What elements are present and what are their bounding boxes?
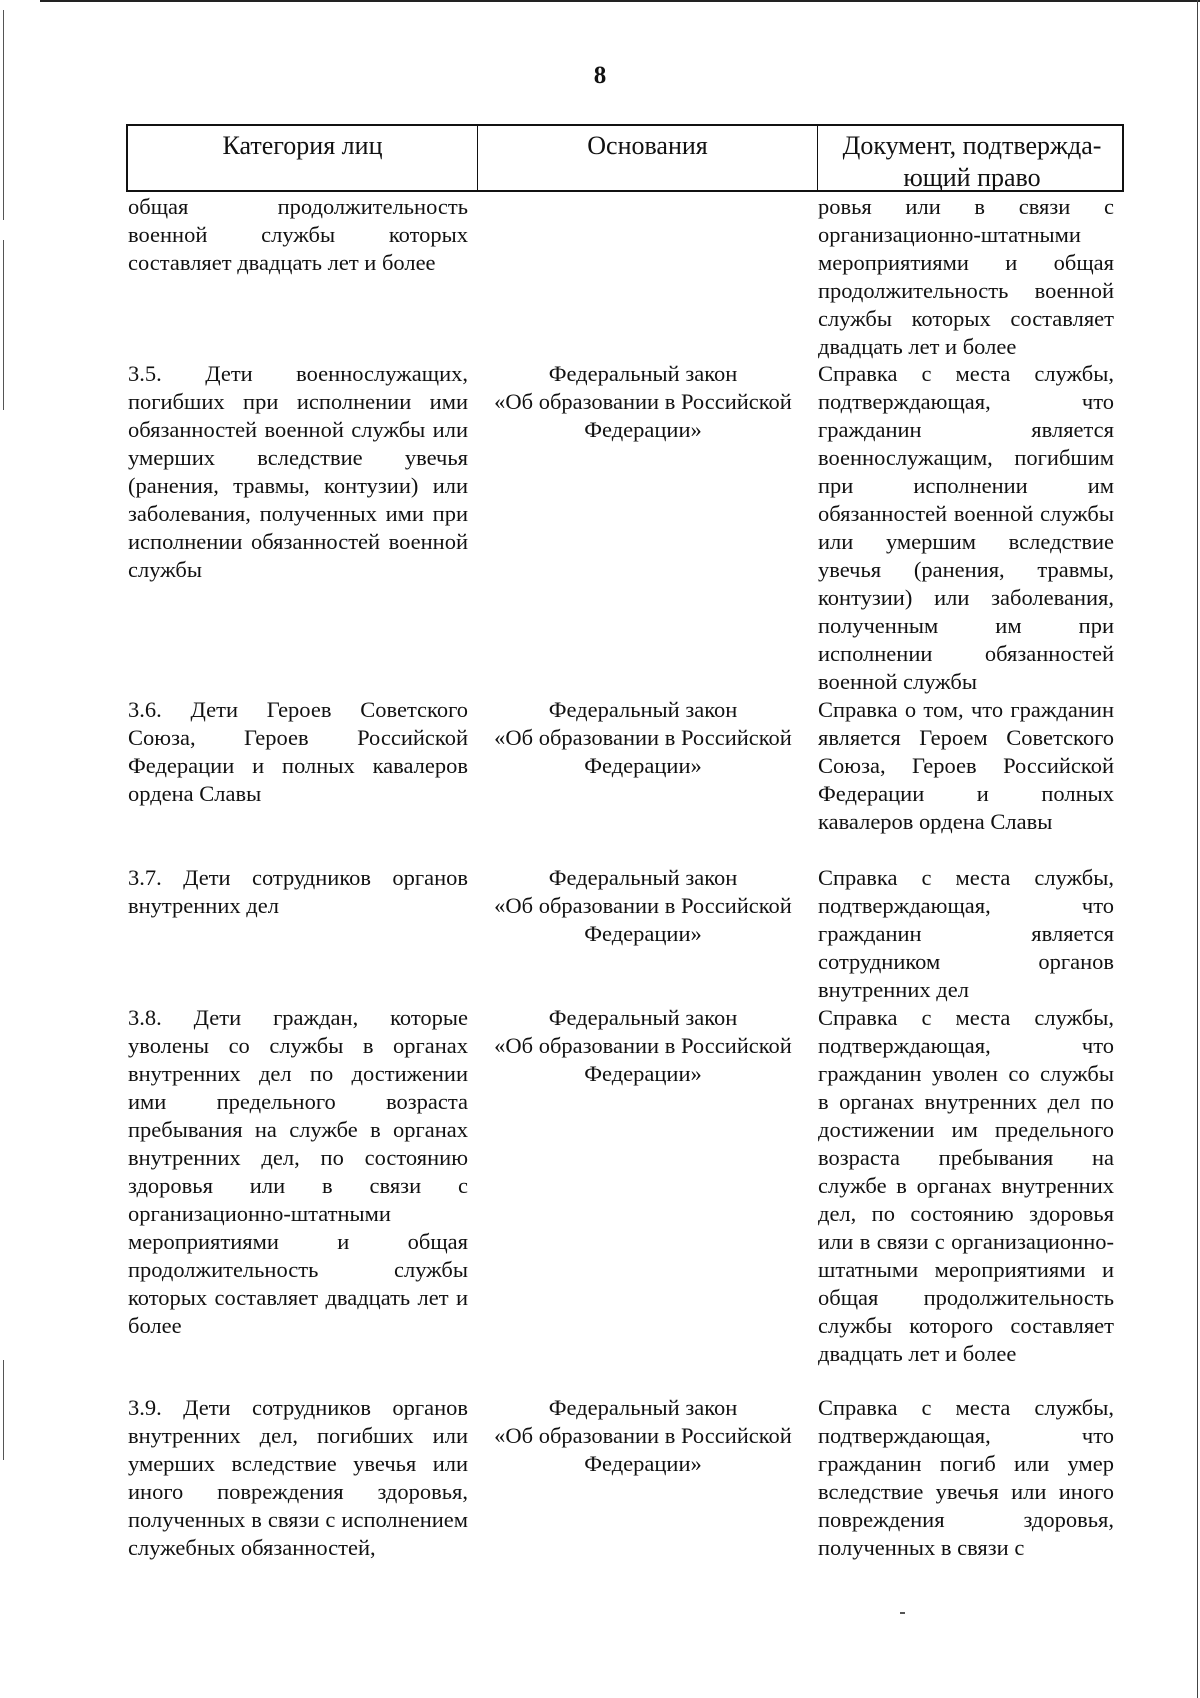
scan-speck: [900, 1612, 905, 1614]
table-header: [126, 124, 1124, 192]
page-number: 8: [593, 62, 607, 89]
row-category: 3.8. Дети граждан, которые уволены со службы в органах внутренних дел по достижении ими предельного возраста пребывания на службе в органах внутренних дел, по состоянию здоровья или в связи с организационно-штатными мероприятиями и общая продолжительность службы которых составляет двадцать лет и более: [128, 1005, 468, 1338]
row-document: Справка о том, что гражданин является Героем Советского Союза, Героев Российской Федерации и полных кавалеров ордена Славы: [818, 697, 1114, 834]
row-category: общая продолжительность военной службы которых составляет двадцать лет и более: [128, 194, 468, 275]
header-basis: Основания: [478, 126, 818, 190]
row-category: 3.7. Дети сотрудников органов внутренних дел: [128, 865, 468, 918]
row-basis: Федеральный закон «Об образовании в Российской Федерации»: [494, 1005, 792, 1086]
header-category: Категория лиц: [128, 126, 478, 190]
row-document: Справка с места службы, подтверждающая, что гражданин уволен со службы в органах внутренних дел по достижении им предельного возраста пребывания на службе в органах внутренних дел, по состоянию здоровья или в связи с организационно-штатными мероприятиями и общая продолжительность службы которого составляет двадцать лет и более: [818, 1005, 1114, 1366]
row-document: Справка с места службы, подтверждающая, что гражданин является сотрудником органов внутренних дел: [818, 865, 1114, 1002]
row-basis: Федеральный закон «Об образовании в Российской Федерации»: [494, 865, 792, 946]
header-document: Документ, подтвержда- ющий право: [842, 131, 1102, 192]
row-basis: Федеральный закон «Об образовании в Российской Федерации»: [494, 361, 792, 442]
row-basis: Федеральный закон «Об образовании в Российской Федерации»: [494, 1395, 792, 1476]
scan-edge-left: [3, 240, 4, 410]
scan-edge-top: [40, 0, 1200, 2]
scan-edge-left: [3, 1360, 4, 1460]
row-category: 3.6. Дети Героев Советского Союза, Героев Российской Федерации и полных кавалеров ордена Славы: [128, 697, 468, 806]
row-document: ровья или в связи с организационно-штатными мероприятиями и общая продолжительность военной службы которых составляет двадцать лет и более: [818, 194, 1114, 359]
row-category: 3.9. Дети сотрудников органов внутренних дел, погибших или умерших вследствие увечья или иного повреждения здоровья, полученных в связи с исполнением служебных обязанностей,: [128, 1395, 468, 1560]
row-category: 3.5. Дети военнослужащих, погибших при исполнении ими обязанностей военной службы или умерших вследствие увечья (ранения, травмы, контузии) или заболевания, полученных ими при исполнении обязанностей военной службы: [128, 361, 468, 582]
row-document: Справка с места службы, подтверждающая, что гражданин является военнослужащим, погибшим при исполнении им обязанностей военной службы или умершим вследствие увечья (ранения, травмы, контузии) или заболевания, полученным им при исполнении обязанностей военной службы: [818, 361, 1114, 694]
scan-edge-right: [1197, 0, 1198, 1698]
row-document: Справка с места службы, подтверждающая, что гражданин погиб или умер вследствие увечья или иного повреждения здоровья, полученных в связи с: [818, 1395, 1114, 1560]
scan-edge-left: [3, 10, 4, 220]
row-basis: Федеральный закон «Об образовании в Российской Федерации»: [494, 697, 792, 778]
